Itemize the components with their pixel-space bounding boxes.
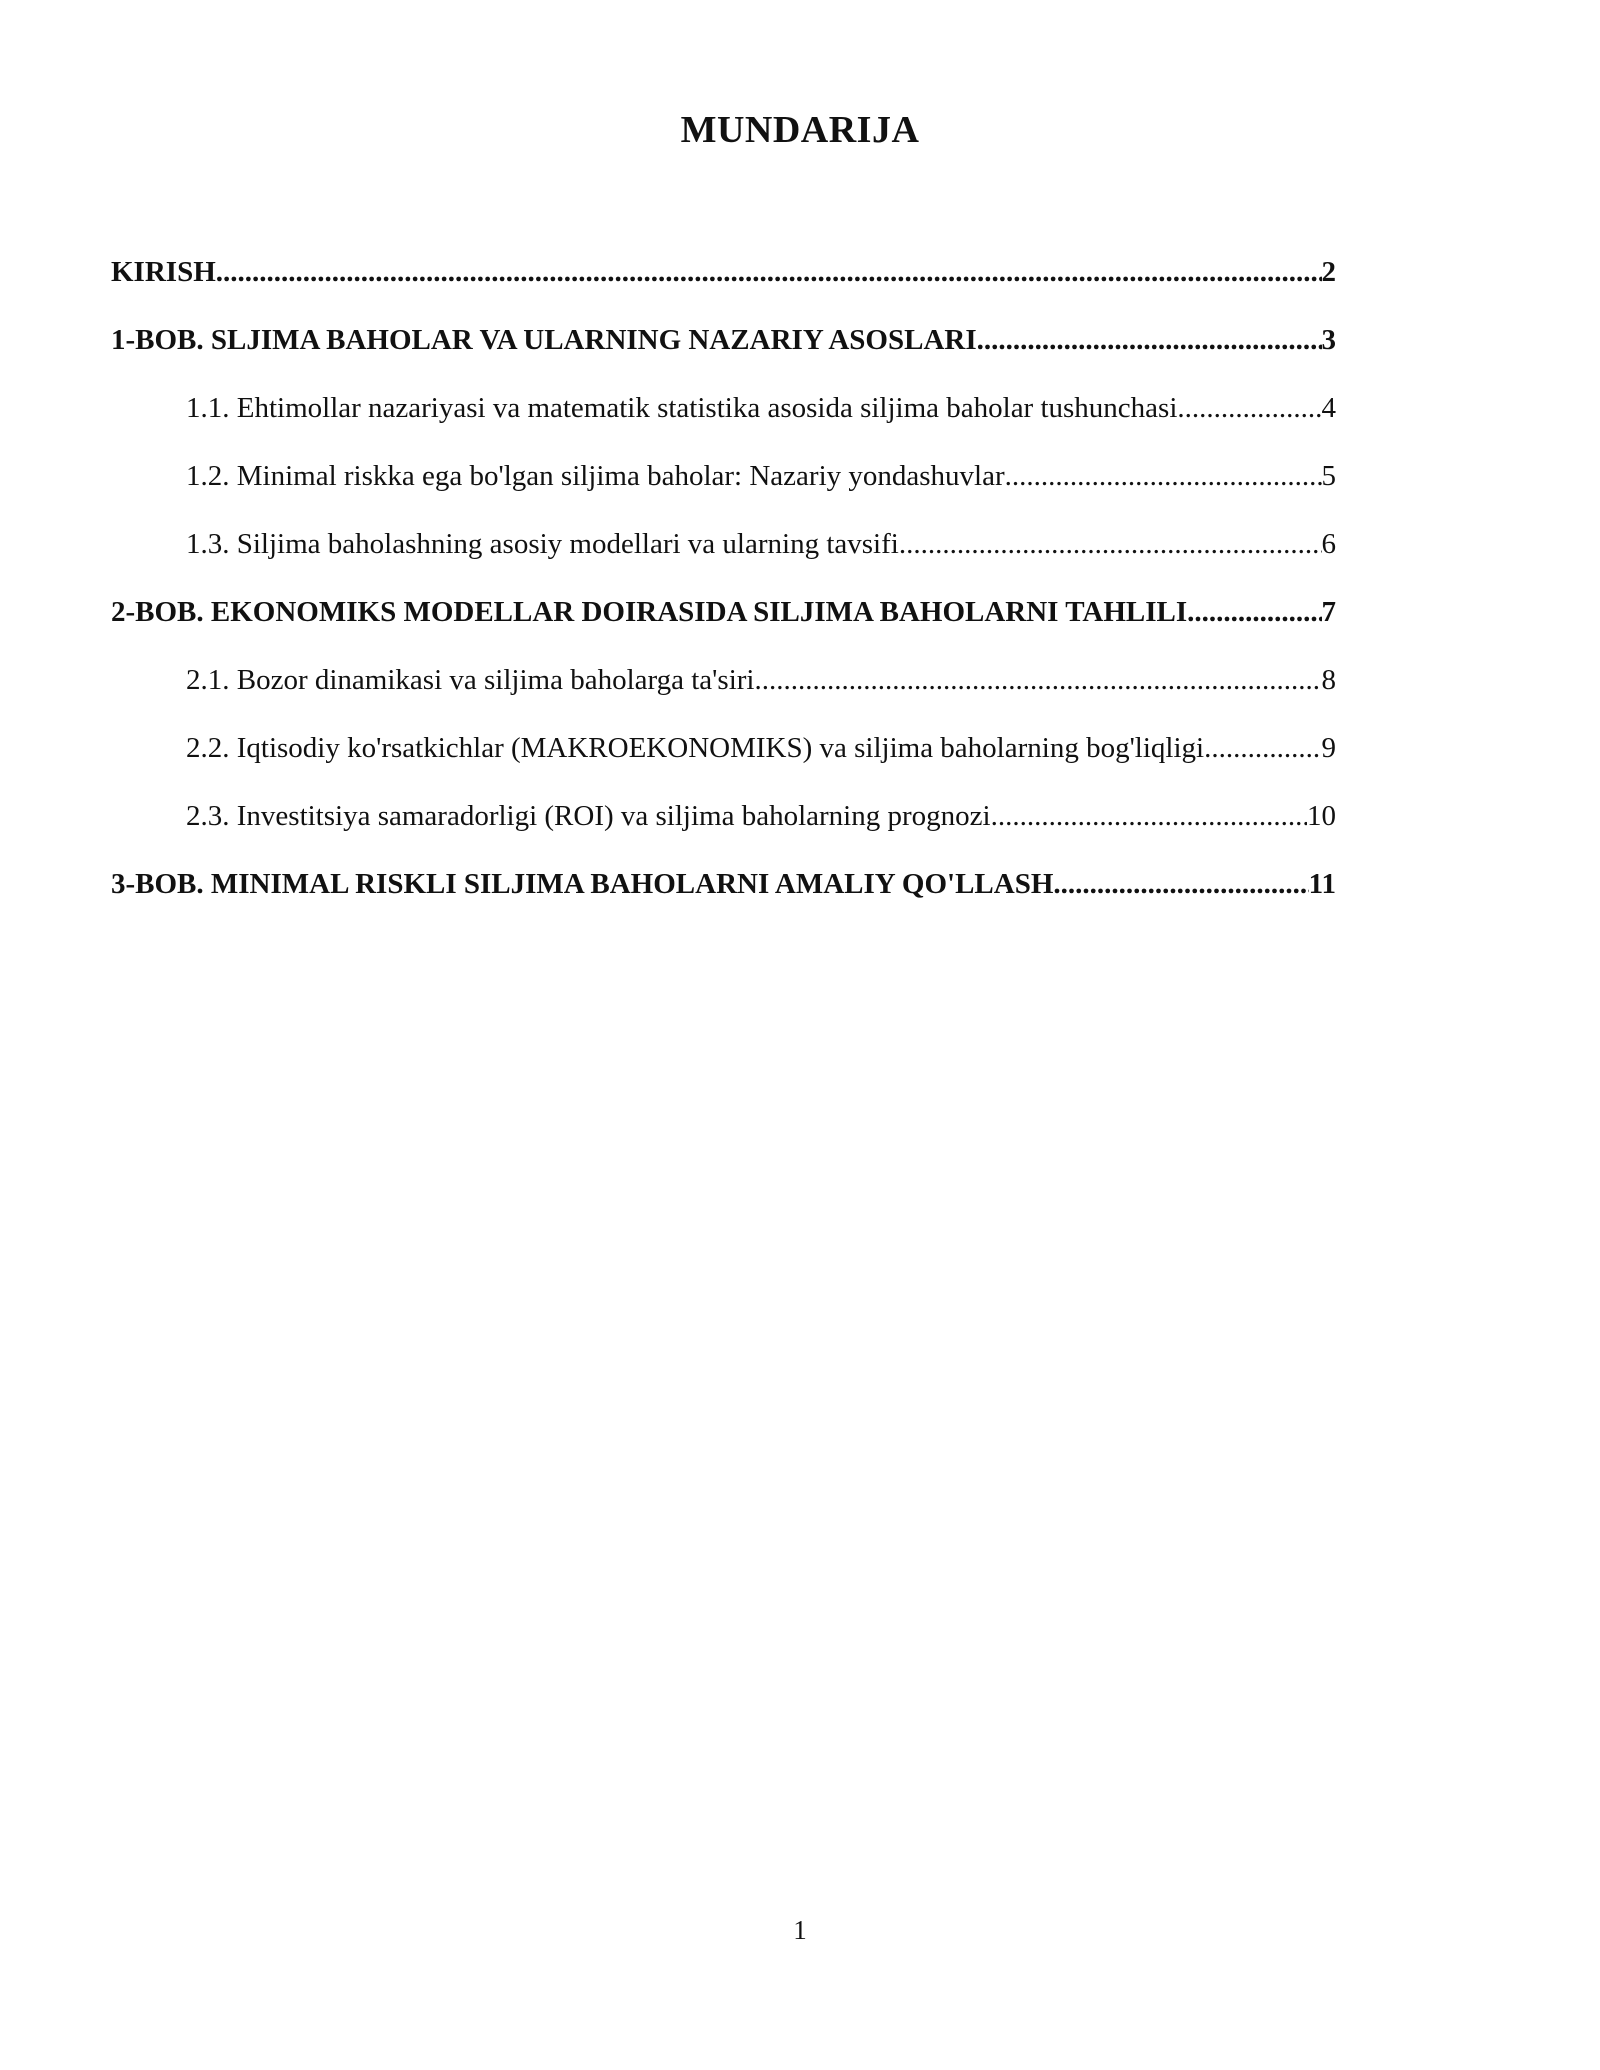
toc-page-number: 4: [1321, 392, 1336, 424]
toc-entry-text: 2.2. Iqtisodiy ko'rsatkichlar (MAKROEKONOMIKS) va siljima baholarning bog'liqligi: [186, 732, 1205, 764]
toc-entry-text: 1.3. Siljima baholashning asosiy modellari va ularning tavsifi: [186, 528, 899, 560]
toc-dot-leader: [754, 660, 1321, 700]
toc-page-number: 5: [1321, 460, 1336, 492]
table-of-contents: [111, 252, 1336, 932]
toc-page-number: 6: [1321, 528, 1336, 560]
toc-entry-section-2-1[interactable]: [111, 660, 1336, 728]
toc-entry-section-2-3[interactable]: [111, 796, 1336, 864]
toc-entry-text: 1.2. Minimal riskka ega bo'lgan siljima baholar: Nazariy yondashuvlar: [186, 460, 1005, 492]
toc-page-number: 11: [1308, 868, 1336, 900]
toc-dot-leader: [1005, 456, 1322, 496]
toc-entry-text: 2.1. Bozor dinamikasi va siljima baholarga ta'siri: [186, 664, 755, 696]
toc-entry-section-1-1[interactable]: [111, 388, 1336, 456]
toc-entry-section-2-2[interactable]: [111, 728, 1336, 796]
toc-dot-leader: [991, 796, 1307, 836]
toc-dot-leader: [1187, 592, 1321, 632]
toc-page-number: 2: [1321, 256, 1336, 288]
toc-entry-text: 1-BOB. SLJIMA BAHOLAR VA ULARNING NAZARIY ASOSLARI: [111, 324, 977, 356]
page-number: 1: [793, 1915, 807, 1945]
page-title: MUNDARIJA: [680, 109, 920, 151]
toc-entry-text: 2-BOB. EKONOMIKS MODELLAR DOIRASIDA SILJIMA BAHOLARNI TAHLILI: [111, 596, 1188, 628]
toc-page-number: 10: [1307, 800, 1336, 832]
toc-dot-leader: [216, 252, 1322, 292]
toc-dot-leader: [977, 320, 1322, 360]
toc-entry-introduction[interactable]: [111, 252, 1336, 320]
toc-dot-leader: [1177, 388, 1321, 428]
toc-entry-chapter-3[interactable]: [111, 864, 1336, 932]
toc-dot-leader: [899, 524, 1322, 564]
toc-entry-text: 3-BOB. MINIMAL RISKLI SILJIMA BAHOLARNI AMALIY QO'LLASH: [111, 868, 1054, 900]
toc-entry-text: KIRISH: [111, 256, 216, 288]
toc-entry-chapter-2[interactable]: [111, 592, 1336, 660]
toc-page-number: 7: [1321, 596, 1336, 628]
toc-page-number: 9: [1321, 732, 1336, 764]
toc-page-number: 8: [1321, 664, 1336, 696]
toc-entry-chapter-1[interactable]: [111, 320, 1336, 388]
toc-entry-text: 1.1. Ehtimollar nazariyasi va matematik statistika asosida siljima baholar tushunchasi: [186, 392, 1178, 424]
toc-entry-section-1-3[interactable]: [111, 524, 1336, 592]
toc-page-number: 3: [1321, 324, 1336, 356]
toc-entry-text: 2.3. Investitsiya samaradorligi (ROI) va siljima baholarning prognozi: [186, 800, 991, 832]
toc-dot-leader: [1053, 864, 1308, 904]
toc-entry-section-1-2[interactable]: [111, 456, 1336, 524]
toc-dot-leader: [1204, 728, 1321, 768]
